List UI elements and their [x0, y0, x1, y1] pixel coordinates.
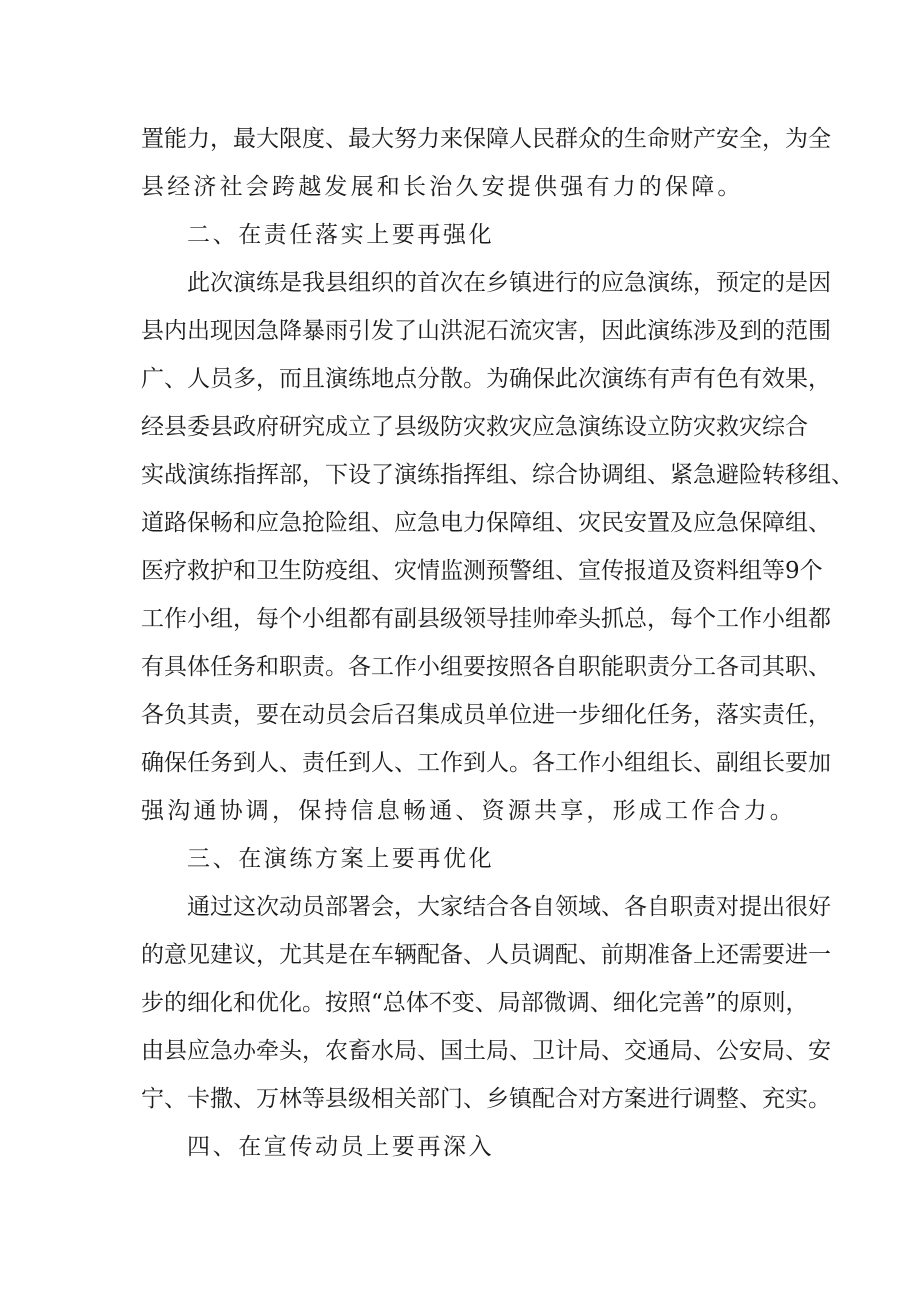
body-text-line: 有 具 体 任 务 和 职 责 。 各 工 作 小 组 要 按 照 各 自 职 能 职 责 分 工 各 司 其 职 、: [141, 654, 831, 680]
paragraph-first-line: 通 过 这 次 动 员 部 署 会 ， 大 家 结 合 各 自 领 域 、 各 自 职 责 对 提 出 很 好: [187, 894, 831, 920]
body-text-line: 强沟通协调，保持信息畅通、资源共享，形成工作合力。: [141, 798, 796, 824]
section-heading: 三、在演练方案上要再优化: [187, 846, 495, 872]
body-text-line: 的 意 见 建 议 ， 尤 其 是 在 车 辆 配 备 、 人 员 调 配 、 前 期 准 备 上 还 需 要 进 一: [141, 942, 831, 968]
body-text-line: 实 战 演 练 指 挥 部 ， 下 设 了 演 练 指 挥 组 、 综 合 协 调 组 、 紧 急 避 险 转 移 组 、: [141, 462, 854, 488]
body-text-line: 县 内 出 现 因 急 降 暴 雨 引 发 了 山 洪 泥 石 流 灾 害 ， 因 此 演 练 涉 及 到 的 范 围: [141, 318, 831, 344]
body-text-line: 宁 、 卡 撒 、 万 林 等 县 级 相 关 部 门 、 乡 镇 配 合 对 方 案 进 行 调 整 、 充 实 。: [141, 1086, 831, 1112]
section-heading: 四、在宣传动员上要再深入: [187, 1134, 495, 1160]
body-text-line: 步 的 细 化 和 优 化 。 按 照 “ 总 体 不 变 、 局 部 微 调 、 细 化 完 善 ” 的 原 则 ，: [141, 990, 809, 1016]
body-text-line: 医 疗 救 护 和 卫 生 防 疫 组 、 灾 情 监 测 预 警 组 、 宣 传 报 道 及 资 料 组 等 9 个: [141, 558, 823, 584]
body-text-line: 道 路 保 畅 和 应 急 抢 险 组 、 应 急 电 力 保 障 组 、 灾 民 安 置 及 应 急 保 障 组 、: [141, 510, 831, 536]
body-text-line: 由 县 应 急 办 牵 头 ， 农 畜 水 局 、 国 土 局 、 卫 计 局 、 交 通 局 、 公 安 局 、 安: [141, 1038, 831, 1064]
body-text-line: 广 、 人 员 多 ， 而 且 演 练 地 点 分 散 。 为 确 保 此 次 演 练 有 声 有 色 有 效 果 ，: [141, 366, 831, 392]
paragraph-first-line: 此 次 演 练 是 我 县 组 织 的 首 次 在 乡 镇 进 行 的 应 急 演 练 ， 预 定 的 是 因: [187, 270, 831, 296]
body-text-line: 县经济社会跨越发展和长治久安提供强有力的保障。: [141, 174, 744, 200]
body-text-line: 置 能 力 ， 最 大 限 度 、 最 大 努 力 来 保 障 人 民 群 众 的 生 命 财 产 安 全 ， 为 全: [141, 126, 831, 152]
body-text-line: 各 负 其 责 ， 要 在 动 员 会 后 召 集 成 员 单 位 进 一 步 细 化 任 务 ， 落 实 责 任 ，: [141, 702, 831, 728]
body-text-line: 经 县 委 县 政 府 研 究 成 立 了 县 级 防 灾 救 灾 应 急 演 练 设 立 防 灾 救 灾 综 合: [141, 414, 808, 440]
section-heading: 二、在责任落实上要再强化: [187, 222, 495, 248]
body-text-line: 工 作 小 组 ， 每 个 小 组 都 有 副 县 级 领 导 挂 帅 牵 头 抓 总 ， 每 个 工 作 小 组 都: [141, 606, 831, 632]
body-text-line: 确 保 任 务 到 人 、 责 任 到 人 、 工 作 到 人 。 各 工 作 小 组 组 长 、 副 组 长 要 加: [141, 750, 831, 776]
